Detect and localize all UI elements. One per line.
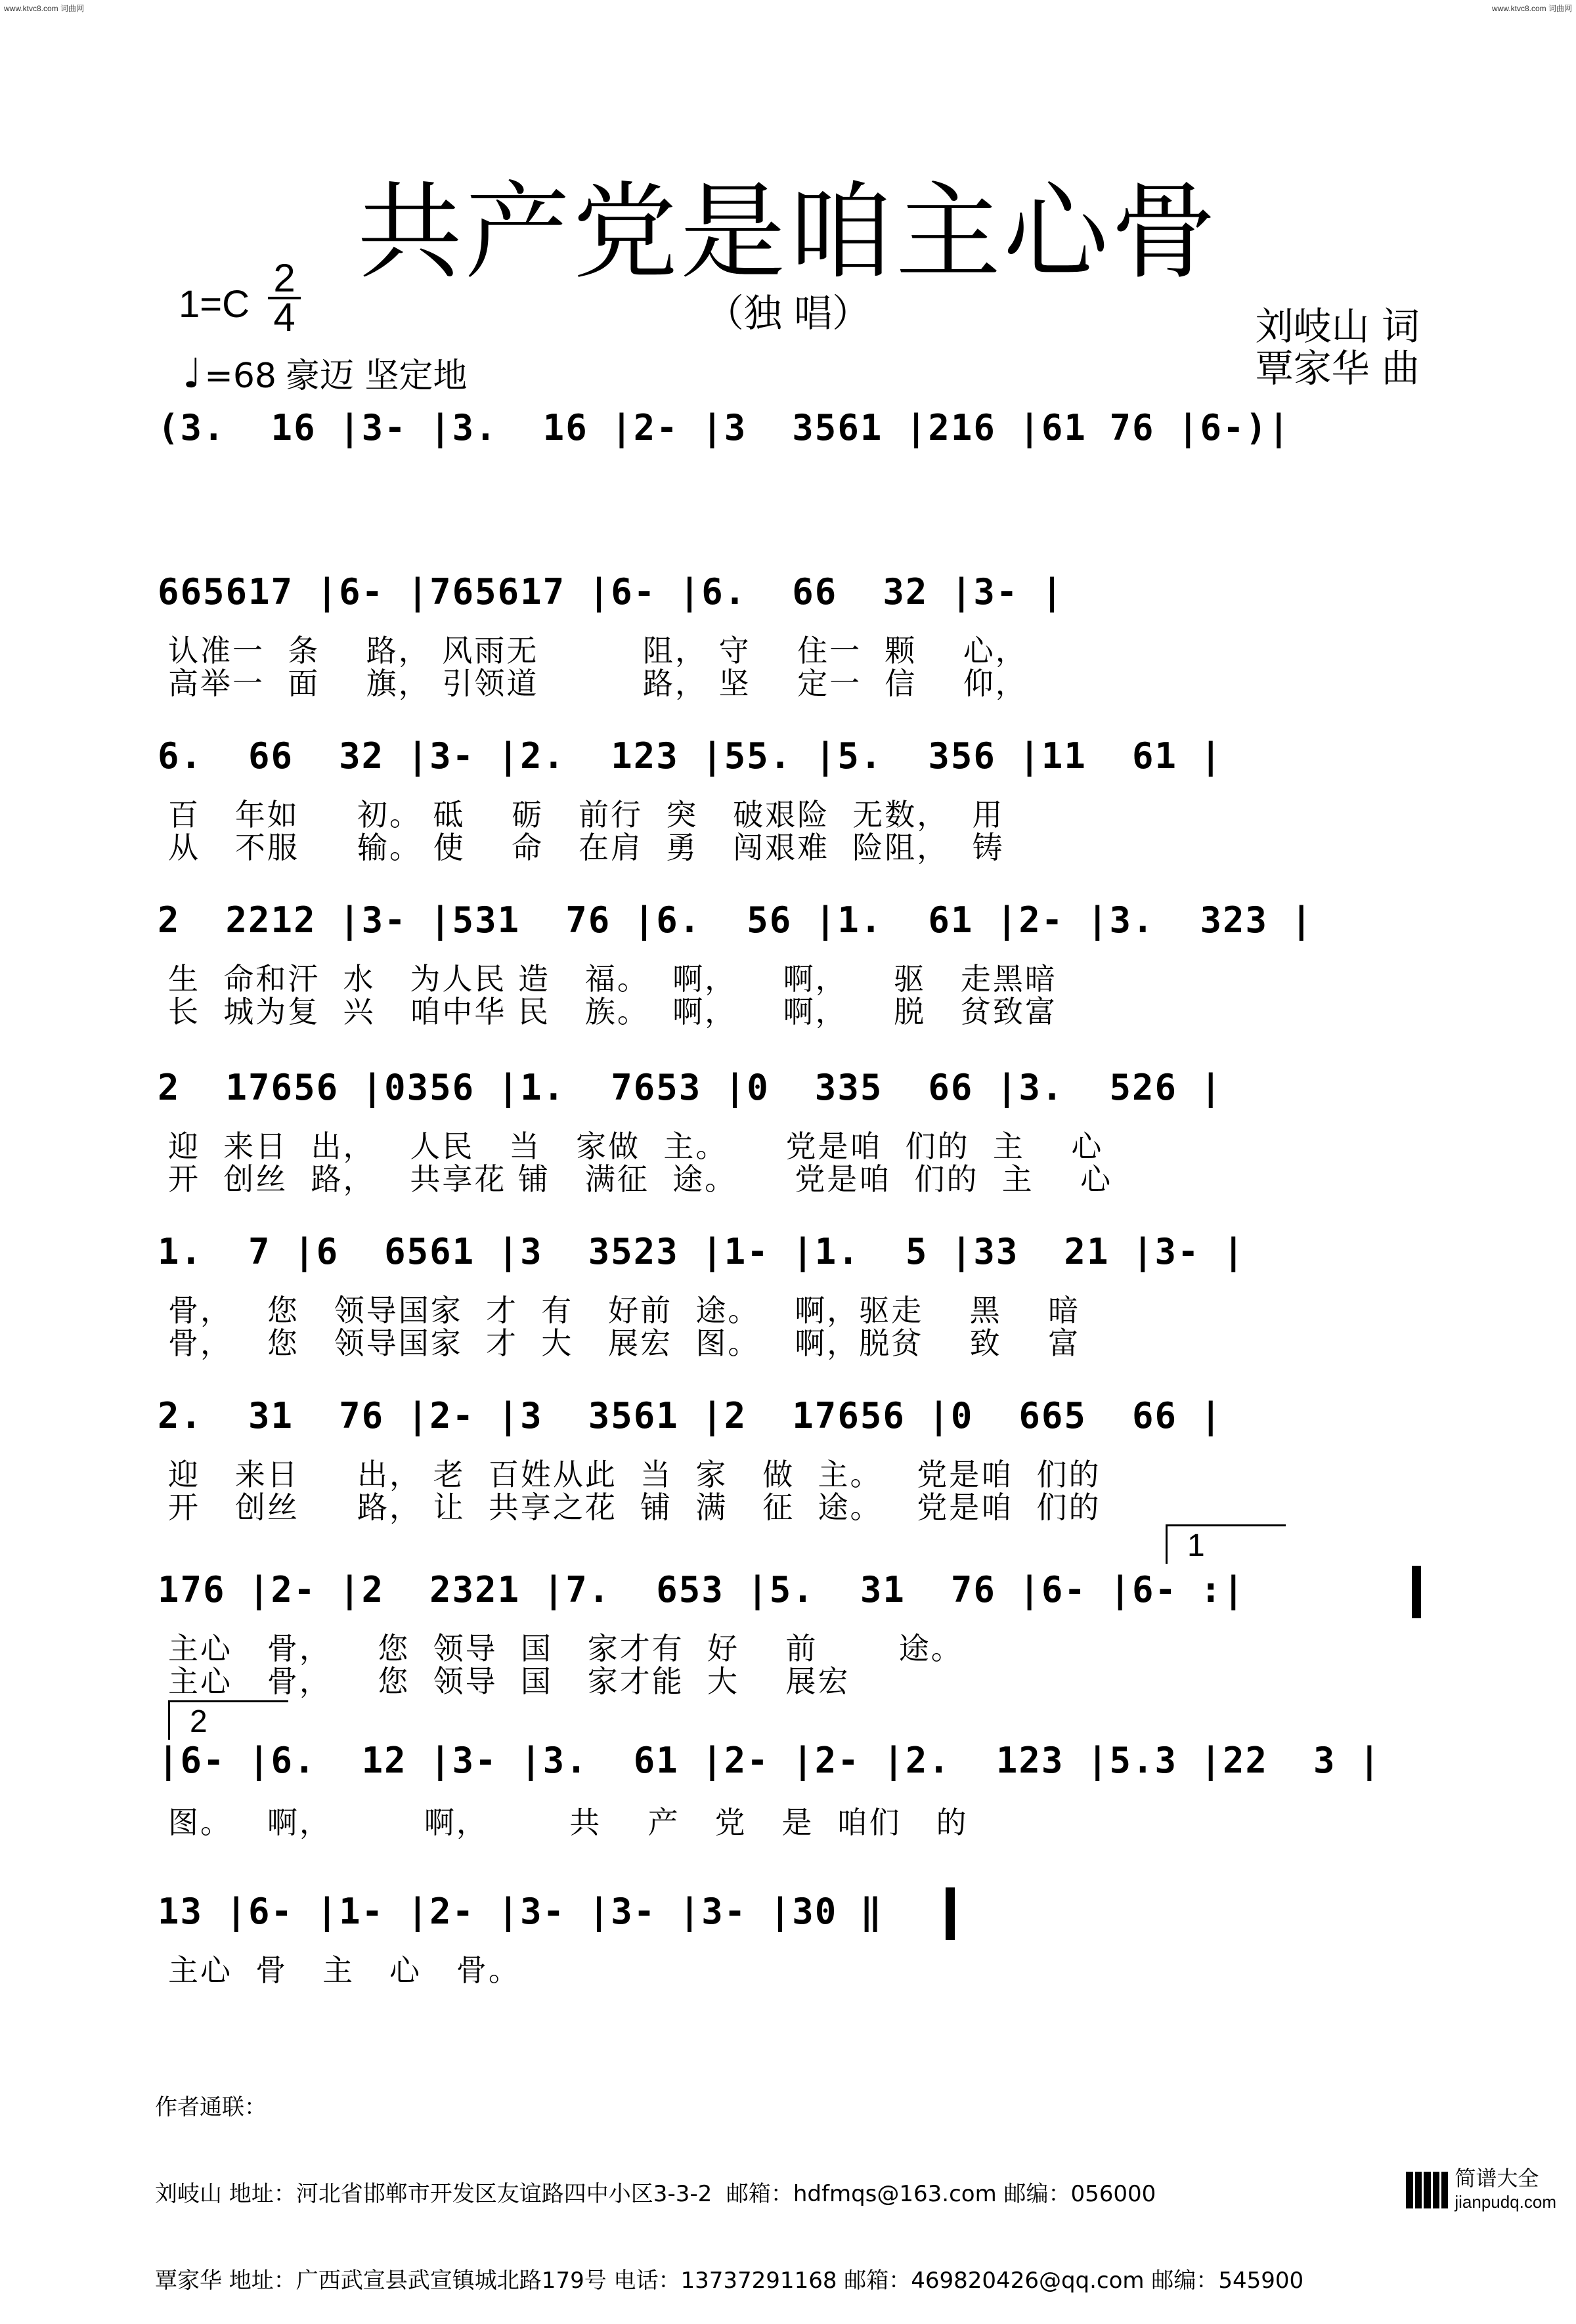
tempo-value: =68: [204, 356, 276, 396]
lyric-line-verse2: 开 创丝 路， 共享花 铺 满征 途。 党是咱 们的 主 心: [168, 1161, 1113, 1197]
logo-url: jianpudq.com: [1455, 2192, 1556, 2212]
lyric-line-verse2: 从 不服 输。 使 命 在肩 勇 闯艰难 险阻， 铸: [168, 830, 1005, 865]
lyric-line-verse1: 迎 来日 出， 人民 当 家做 主。 党是咱 们的 主 心: [168, 1129, 1104, 1164]
tempo-marking: [183, 348, 468, 397]
quarter-note-icon: ♩: [183, 349, 202, 397]
composer-credit: 覃家华 曲: [1255, 346, 1420, 391]
score-line: 176 |2- |2 2321 |7. 653 |5. 31 76 |6- |6- :|: [158, 1569, 1246, 1610]
song-title: 共产党是咱主心骨: [357, 171, 1219, 293]
time-signature: [268, 256, 301, 339]
repeat-end-barline: [1412, 1566, 1421, 1618]
score-line: 6. 66 32 |3- |2. 123 |55. |5. 356 |11 61 |: [158, 735, 1223, 777]
time-signature-top: 2: [268, 260, 301, 299]
volta-bracket-2: 2: [168, 1700, 288, 1740]
contact-heading: 作者通联：: [155, 2094, 267, 2120]
lyric-line-verse1: 生 命和汗 水 为人民 造 福。 啊， 啊， 驱 走黑暗: [168, 961, 1057, 997]
song-subtitle: （独 唱）: [705, 291, 871, 335]
corner-watermark-right: www.ktvc8.com 词曲网: [1491, 4, 1572, 13]
lyric-line-verse2: 开 创丝 路， 让 共享之花 铺 满 征 途。 党是咱 们的: [168, 1490, 1101, 1525]
credits: [1256, 305, 1420, 389]
lyric-line-verse1: 认准一 条 路， 风雨无 阻， 守 住一 颗 心，: [168, 633, 1028, 668]
logo-text: [1455, 2166, 1556, 2214]
piano-keys-icon: [1406, 2172, 1448, 2208]
lyric-line-verse1: 图。 啊， 啊， 共 产 党 是 咱们 的: [168, 1805, 969, 1840]
lyric-line-verse2: 主心 骨， 您 领导 国 家才能 大 展宏: [168, 1664, 850, 1699]
score-line: 2 17656 |0356 |1. 7653 |0 335 66 |3. 526 |: [158, 1067, 1223, 1108]
score-line: (3. 16 |3- |3. 16 |2- |3 3561 |216 |61 76 |6-)|: [158, 407, 1291, 448]
logo-name: 简谱大全: [1455, 2166, 1539, 2191]
site-logo: [1406, 2166, 1556, 2214]
score-line: |6- |6. 12 |3- |3. 61 |2- |2- |2. 123 |5.3 |22 3 |: [158, 1740, 1382, 1781]
lyricist-credit: 刘岐山 词: [1255, 304, 1420, 349]
score-line: 2. 31 76 |2- |3 3561 |2 17656 |0 665 66 |: [158, 1395, 1223, 1436]
lyric-line-verse2: 高举一 面 旗， 引领道 路， 坚 定一 信 仰，: [168, 666, 1028, 701]
lyric-line-verse1: 主心 骨 主 心 骨。: [168, 1952, 521, 1988]
lyric-line-verse2: 骨， 您 领导国家 才 大 展宏 图。 啊，脱贫 致 富: [168, 1325, 1081, 1361]
score-line: 1. 7 |6 6561 |3 3523 |1- |1. 5 |33 21 |3- |: [158, 1231, 1246, 1272]
contact-line-composer: 覃家华 地址：广西武宣县武宣镇城北路179号 电话：13737291168 邮箱：469820426@qq.com 邮编：545900: [155, 2268, 1304, 2294]
final-barline: [946, 1887, 955, 1940]
lyric-line-verse1: 百 年如 初。 砥 砺 前行 突 破艰险 无数， 用: [168, 797, 1005, 832]
score-line: 2 2212 |3- |531 76 |6. 56 |1. 61 |2- |3. 323 |: [158, 899, 1314, 941]
contact-line-lyricist: 刘岐山 地址：河北省邯郸市开发区友谊路四中小区3-3-2 邮箱：hdfmqs@163.com 邮编：056000: [155, 2181, 1156, 2207]
lyric-line-verse1: 迎 来日 出， 老 百姓从此 当 家 做 主。 党是咱 们的: [168, 1457, 1101, 1492]
volta-bracket-1: 1: [1166, 1524, 1286, 1564]
score-line: 665617 |6- |765617 |6- |6. 66 32 |3- |: [158, 571, 1064, 613]
time-signature-bottom: 4: [273, 295, 296, 339]
lyric-line-verse1: 骨， 您 领导国家 才 有 好前 途。 啊，驱走 黑 暗: [168, 1293, 1081, 1328]
author-contact: [155, 2035, 1303, 2324]
lyric-line-verse1: 主心 骨， 您 领导 国 家才有 好 前 途。: [168, 1631, 963, 1666]
key-signature: 1=C: [179, 283, 250, 326]
score-line: 13 |6- |1- |2- |3- |3- |3- |30 ‖: [158, 1891, 883, 1932]
expression-text: 豪迈 坚定地: [286, 356, 468, 396]
lyric-line-verse2: 长 城为复 兴 咱中华 民 族。 啊， 啊， 脱 贫致富: [168, 994, 1057, 1029]
corner-watermark-left: www.ktvc8.com 词曲网: [4, 4, 85, 13]
